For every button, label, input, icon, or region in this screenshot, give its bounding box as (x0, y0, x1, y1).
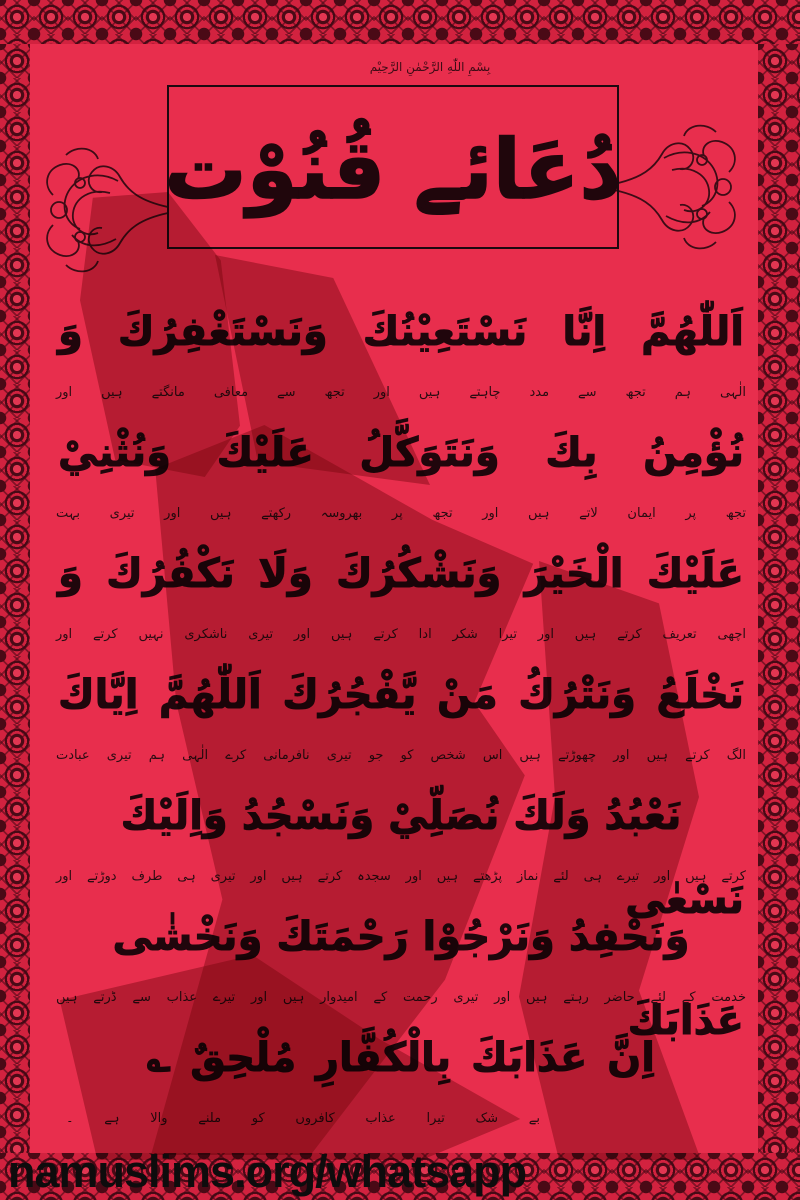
urdu-translation-line: خدمت کے لئے حاضر رہتے ہیں اور تیری رحمت کے امیدوار ہیں اور تیرے عذاب سے ڈرتے ہیں (56, 990, 746, 1005)
urdu-translation-line: بے شک تیرا عذاب کافروں کو ملنے والا ہے ۔ (66, 1111, 540, 1126)
urdu-translation-line: کرتے ہیں اور تیرے ہی لئے نماز پڑھتے ہیں اور سجدہ کرتے ہیں اور تیری ہی طرف دوڑتے اور (56, 869, 746, 884)
prayer-line-pair (52, 290, 750, 411)
ornamental-border-right (758, 44, 800, 1153)
arabic-line: عَلَيْكَ الْخَيْرَ وَنَشْكُرُكَ وَلَا نَكْفُرُكَ وَ (58, 551, 744, 597)
ornamental-border-left (0, 44, 30, 1153)
title-box (164, 85, 622, 249)
ornamental-border-top (0, 0, 800, 44)
website-url: namuslims.org/whatsapp (8, 1146, 527, 1197)
floral-flourish-icon (612, 112, 744, 262)
prayer-line-pair (52, 895, 750, 1044)
urdu-translation-line: الٰہی ہم تجھ سے مدد چاہتے ہیں اور تجھ سے معافی مانگتے ہیں اور (56, 385, 746, 400)
bismillah-text: بِسْمِ اللّٰهِ الرَّحْمٰنِ الرَّحِيْم (369, 60, 491, 74)
prayer-line-pair (52, 774, 750, 923)
prayer-line-pair (52, 1016, 750, 1137)
urdu-translation-line: اچھی تعریف کرتے ہیں اور تیرا شکر ادا کرتے ہیں اور تیری ناشکری نہیں کرتے اور (56, 627, 746, 642)
page-title: دُعَائے قُنُوْت (164, 123, 622, 218)
prayer-lines (52, 290, 750, 1137)
arabic-line: نُؤْمِنُ بِكَ وَنَتَوَكَّلُ عَلَيْكَ وَنُثْنِيْ (58, 430, 744, 476)
urdu-translation-line: الگ کرتے ہیں اور چھوڑتے ہیں اس شخص کو جو تیری نافرمانی کرے الٰہی ہم تیری عبادت (56, 748, 746, 763)
prayer-line-pair (52, 411, 750, 532)
prayer-line-pair (52, 532, 750, 653)
arabic-line: اِنَّ عَذَابَكَ بِالْكُفَّارِ مُلْحِقٌ ؎ (147, 1035, 655, 1081)
arabic-line: نَخْلَعُ وَنَتْرُكُ مَنْ يَّفْجُرُكَ اَللّٰهُمَّ اِيَّاكَ (58, 672, 744, 718)
arabic-line: نَعْبُدُ وَلَكَ نُصَلِّيْ وَنَسْجُدُ وَاِلَيْكَ نَسْعٰى (120, 793, 744, 923)
urdu-translation-line: تجھ پر ایمان لاتے ہیں اور تجھ پر بھروسہ رکھتے ہیں اور تیری بہت (56, 506, 746, 521)
prayer-line-pair (52, 653, 750, 774)
arabic-line: اَللّٰهُمَّ اِنَّا نَسْتَعِيْنُكَ وَنَسْتَغْفِرُكَ وَ (58, 309, 744, 355)
arabic-line: وَنَحْفِدُ وَنَرْجُوْا رَحْمَتَكَ وَنَخْشٰى عَذَابَكَ (112, 914, 744, 1044)
floral-flourish-icon (38, 135, 170, 285)
